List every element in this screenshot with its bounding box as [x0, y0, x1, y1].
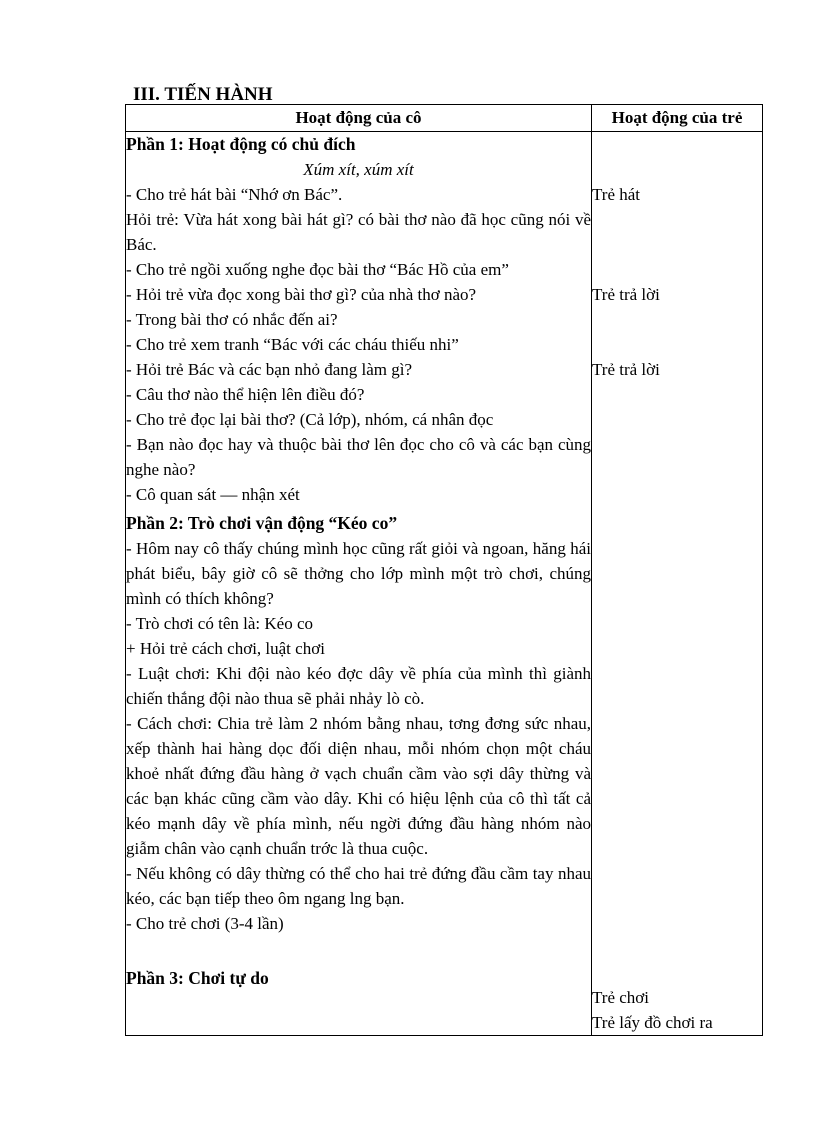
teacher-activities: [126, 132, 592, 1036]
part1-line: - Trong bài thơ có nhắc đến ai?: [126, 310, 338, 329]
part2-line: - Hôm nay cô thấy chúng mình học cũng rất giỏi và ngoan, hăng hái phát biểu, bây giờ cô sẽ thởng cho lớp mình một trò chơi, chúng mình có thích không?: [126, 539, 591, 608]
part1-line: - Câu thơ nào thể hiện lên điều đó?: [126, 385, 365, 404]
part2-line: + Hỏi trẻ cách chơi, luật chơi: [126, 639, 325, 658]
part1-line: Hỏi trẻ: Vừa hát xong bài hát gì? có bài thơ nào đã học cũng nói về Bác.: [126, 210, 591, 254]
part1-line: - Cho trẻ đọc lại bài thơ? (Cả lớp), nhóm, cá nhân đọc: [126, 410, 494, 429]
table-body-row: [126, 132, 763, 1036]
part2-title: Phần 2: Trò chơi vận động “Kéo co”: [126, 513, 398, 533]
child-response: Trẻ trả lời: [592, 285, 660, 304]
part1-line: - Cho trẻ ngồi xuống nghe đọc bài thơ “Bác Hồ của em”: [126, 260, 509, 279]
part2-line: - Trò chơi có tên là: Kéo co: [126, 614, 313, 633]
part2-line: - Cho trẻ chơi (3-4 lần): [126, 914, 284, 933]
activity-table: [125, 104, 763, 1036]
part2-line: - Cách chơi: Chia trẻ làm 2 nhóm bằng nhau, tơng đơng sức nhau, xếp thành hai hàng dọc đối diện nhau, mỗi nhóm chọn một cháu khoẻ nhất đứng đầu hàng ở vạch chuẩn cầm vào sợi dây thừng và các bạn khác cũng cầm vào dây. Khi có hiệu lệnh của cô thì tất cả kéo mạnh dây về phía mình, nếu ngời đứng đầu hàng nhóm nào giẫm chân vào cạnh chuẩn trớc là thua cuộc.: [126, 714, 591, 858]
part1-line: - Bạn nào đọc hay và thuộc bài thơ lên đọc cho cô và các bạn cùng nghe nào?: [126, 435, 591, 479]
part1-line: - Hỏi trẻ vừa đọc xong bài thơ gì? của nhà thơ nào?: [126, 285, 477, 304]
part1-line: - Cô quan sát — nhận xét: [126, 485, 300, 504]
child-activities: [592, 132, 763, 1036]
part1-title: Phần 1: Hoạt động có chủ đích: [126, 134, 356, 154]
part2-line: - Nếu không có dây thừng có thể cho hai trẻ đứng đầu cầm tay nhau kéo, các bạn tiếp theo ôm ngang lng bạn.: [126, 864, 591, 908]
header-teacher: Hoạt động của cô: [126, 105, 592, 132]
section-title: III. TIẾN HÀNH: [133, 84, 273, 105]
part1-line: - Cho trẻ xem tranh “Bác với các cháu thiếu nhi”: [126, 335, 459, 354]
child-response: Trẻ hát: [592, 185, 641, 204]
part1-line: - Hỏi trẻ Bác và các bạn nhỏ đang làm gì?: [126, 360, 413, 379]
child-response: Trẻ lấy đồ chơi ra: [592, 1013, 713, 1032]
part3-title: Phần 3: Chơi tự do: [126, 968, 269, 988]
part1-subtitle: Xúm xít, xúm xít: [303, 160, 414, 179]
header-child: Hoạt động của trẻ: [592, 105, 763, 132]
child-response: Trẻ trả lời: [592, 360, 660, 379]
table-header-row: [126, 105, 763, 132]
part2-line: - Luật chơi: Khi đội nào kéo đợc dây về phía của mình thì giành chiến thắng đội nào thua sẽ phải nhảy lò cò.: [126, 664, 591, 708]
child-response: Trẻ chơi: [592, 988, 650, 1007]
part1-line: - Cho trẻ hát bài “Nhớ ơn Bác”.: [126, 185, 343, 204]
